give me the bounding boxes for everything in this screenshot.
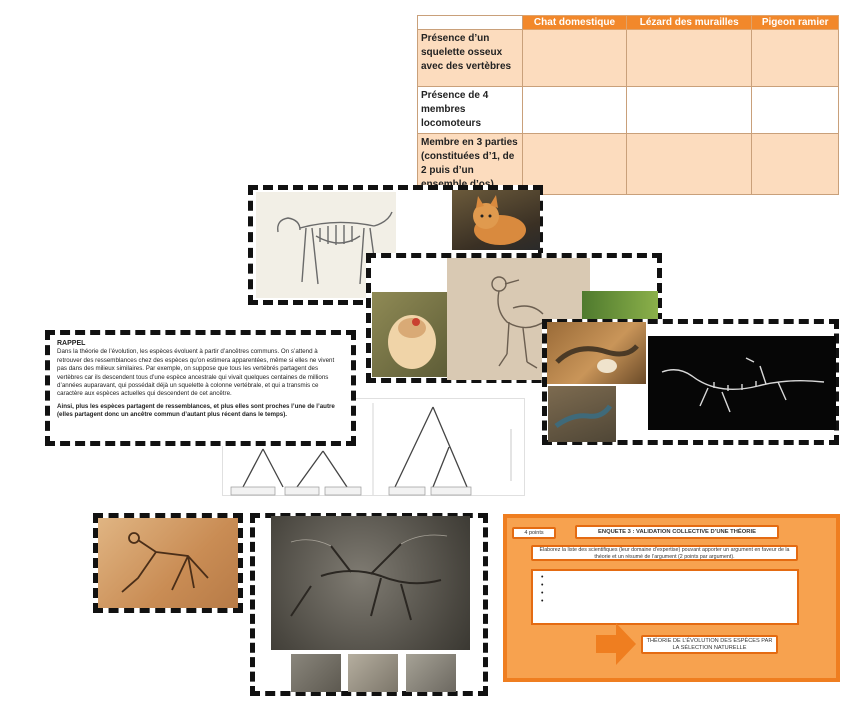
table-cell[interactable] (523, 30, 627, 87)
table-cell[interactable] (752, 87, 839, 134)
enquete-instruction: Elaborez la liste des scientifiques (leur domaine d’expertise) pouvant apporter un argument en faveur de la théorie et un résumé de l’argument (2 points par argument). (531, 545, 798, 561)
rappel-box (45, 330, 356, 446)
table-header-lizard: Lézard des murailles (626, 16, 751, 30)
fossil-detail-1 (291, 654, 341, 692)
table-header-cat: Chat domestique (523, 16, 627, 30)
bullet-item: • (541, 582, 544, 589)
fossil-bird-image (98, 518, 238, 608)
rappel-body: Dans la théorie de l’évolution, les espèces évoluent à partir d’ancêtres communs. On s’attend à retrouver des ressemblances chez des espèces qu’on estimera apparentées, même si elles ne vivent pas dans des milieux similaires. Par exemple, on suppose que tous les vertébrés partagent des vertèbres car ils descendent tous d’une espèce ancestrale qui vivait quelques centaines de millions d’années auparavant, qui possédait déjà un squelette à colonne vertébrale, et qui a transmis ce caractère aux espèces actuelles qui descendent de cet ancêtre. (57, 348, 335, 398)
table-cell[interactable] (523, 87, 627, 134)
table-header-row (418, 16, 839, 30)
bullet-item: • (541, 574, 544, 581)
points-badge: 4 points (512, 527, 556, 539)
egg-hatching-photo (372, 292, 456, 377)
answer-box[interactable] (531, 569, 799, 625)
enquete-title: ENQUETE 3 : VALIDATION COLLECTIVE D’UNE THÉORIE (575, 525, 779, 539)
bullet-item: • (541, 590, 544, 597)
lizard-photo (548, 386, 616, 442)
table-row-label: Membre en 3 parties (constituées d’1, de 2 puis d’un (418, 134, 523, 195)
table-header-pigeon: Pigeon ramier (752, 16, 839, 30)
table-row (418, 30, 839, 87)
theory-label: THÉORIE DE L’ÉVOLUTION DES ESPÈCES PAR LA SÉLECTION NATURELLE (641, 635, 778, 654)
fossil-detail-2 (348, 654, 398, 692)
cat-photo (452, 190, 540, 250)
rappel-emphasis: Ainsi, plus les espèces partagent de ressemblances, et plus elles sont proches l’une de l’autre (elles partagent donc un ancêtre commun d’autant plus récent dans le temps). (57, 402, 335, 419)
arrow-right-icon (596, 623, 636, 665)
table-cell[interactable] (752, 134, 839, 195)
lizard-eggs-photo (547, 322, 646, 384)
table-cell[interactable] (626, 30, 751, 87)
lizard-skeleton-image (648, 336, 836, 430)
table-row-label: Présence d’un squelette osseux avec des vertèbres (418, 30, 523, 87)
table-cell[interactable] (752, 30, 839, 87)
fossil-detail-3 (406, 654, 456, 692)
comparison-table (417, 15, 839, 195)
table-row (418, 87, 839, 134)
table-header-empty (418, 16, 523, 30)
bullet-item: • (541, 598, 544, 605)
rappel-title: RAPPEL (57, 340, 86, 347)
table-row-label: Présence de 4 membres locomoteurs (418, 87, 523, 134)
table-cell[interactable] (626, 134, 751, 195)
table-cell[interactable] (626, 87, 751, 134)
archaeopteryx-fossil-image (271, 516, 470, 650)
